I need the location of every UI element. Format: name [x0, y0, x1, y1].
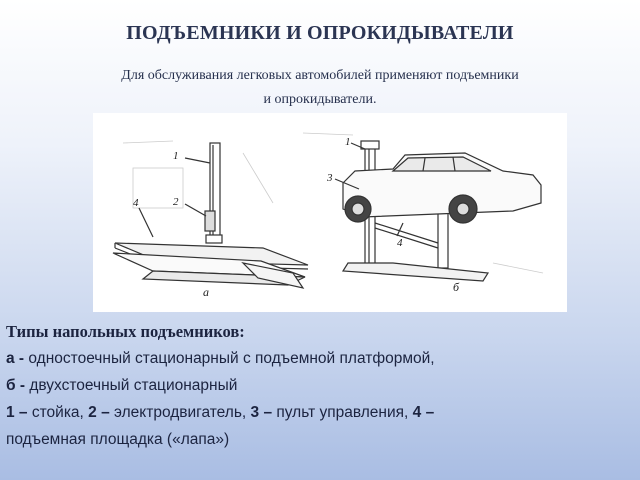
item-b-text: двухстоечный стационарный [29, 377, 238, 394]
single-post-motor [205, 211, 215, 231]
right-label-3: 3 [327, 172, 333, 184]
left-label-1: 1 [173, 150, 179, 162]
left-label-2: 2 [173, 196, 179, 208]
item-b [6, 372, 626, 399]
legend-3-key: 3 – [250, 404, 277, 421]
legend-4-key: 4 – [412, 404, 435, 421]
legend-3-text: пульт управления, [276, 404, 413, 421]
legend-line [6, 399, 626, 426]
item-a [6, 345, 626, 372]
lift-illustration [93, 113, 567, 312]
item-a-key: а - [6, 350, 29, 367]
subtitle-line-2: и опрокидыватели. [263, 92, 377, 107]
legend-4-line: подъемная площадка («лапа») [6, 431, 230, 448]
left-caption: а [203, 285, 209, 299]
legend-1-text: стойка, [31, 404, 89, 421]
item-a-text: одностоечный стационарный с подъемной платформой, [28, 350, 435, 367]
left-label-4: 4 [133, 197, 139, 209]
legend-2-text: электродвигатель, [114, 404, 251, 421]
right-label-1: 1 [345, 136, 351, 148]
right-label-4: 4 [397, 237, 403, 249]
legend-1-key: 1 – [6, 404, 32, 421]
lift-types-description [6, 318, 626, 453]
lift-drawing [93, 113, 567, 312]
item-b-key: б - [6, 377, 30, 394]
slide-subtitle [60, 64, 580, 112]
description-heading: Типы напольных подъемников: [6, 322, 245, 341]
right-caption: б [453, 280, 460, 294]
slide-title: ПОДЪЕМНИКИ И ОПРОКИДЫВАТЕЛИ [126, 22, 514, 44]
subtitle-line-1: Для обслуживания легковых автомобилей применяют подъемники [121, 68, 519, 83]
legend-2-key: 2 – [88, 404, 115, 421]
